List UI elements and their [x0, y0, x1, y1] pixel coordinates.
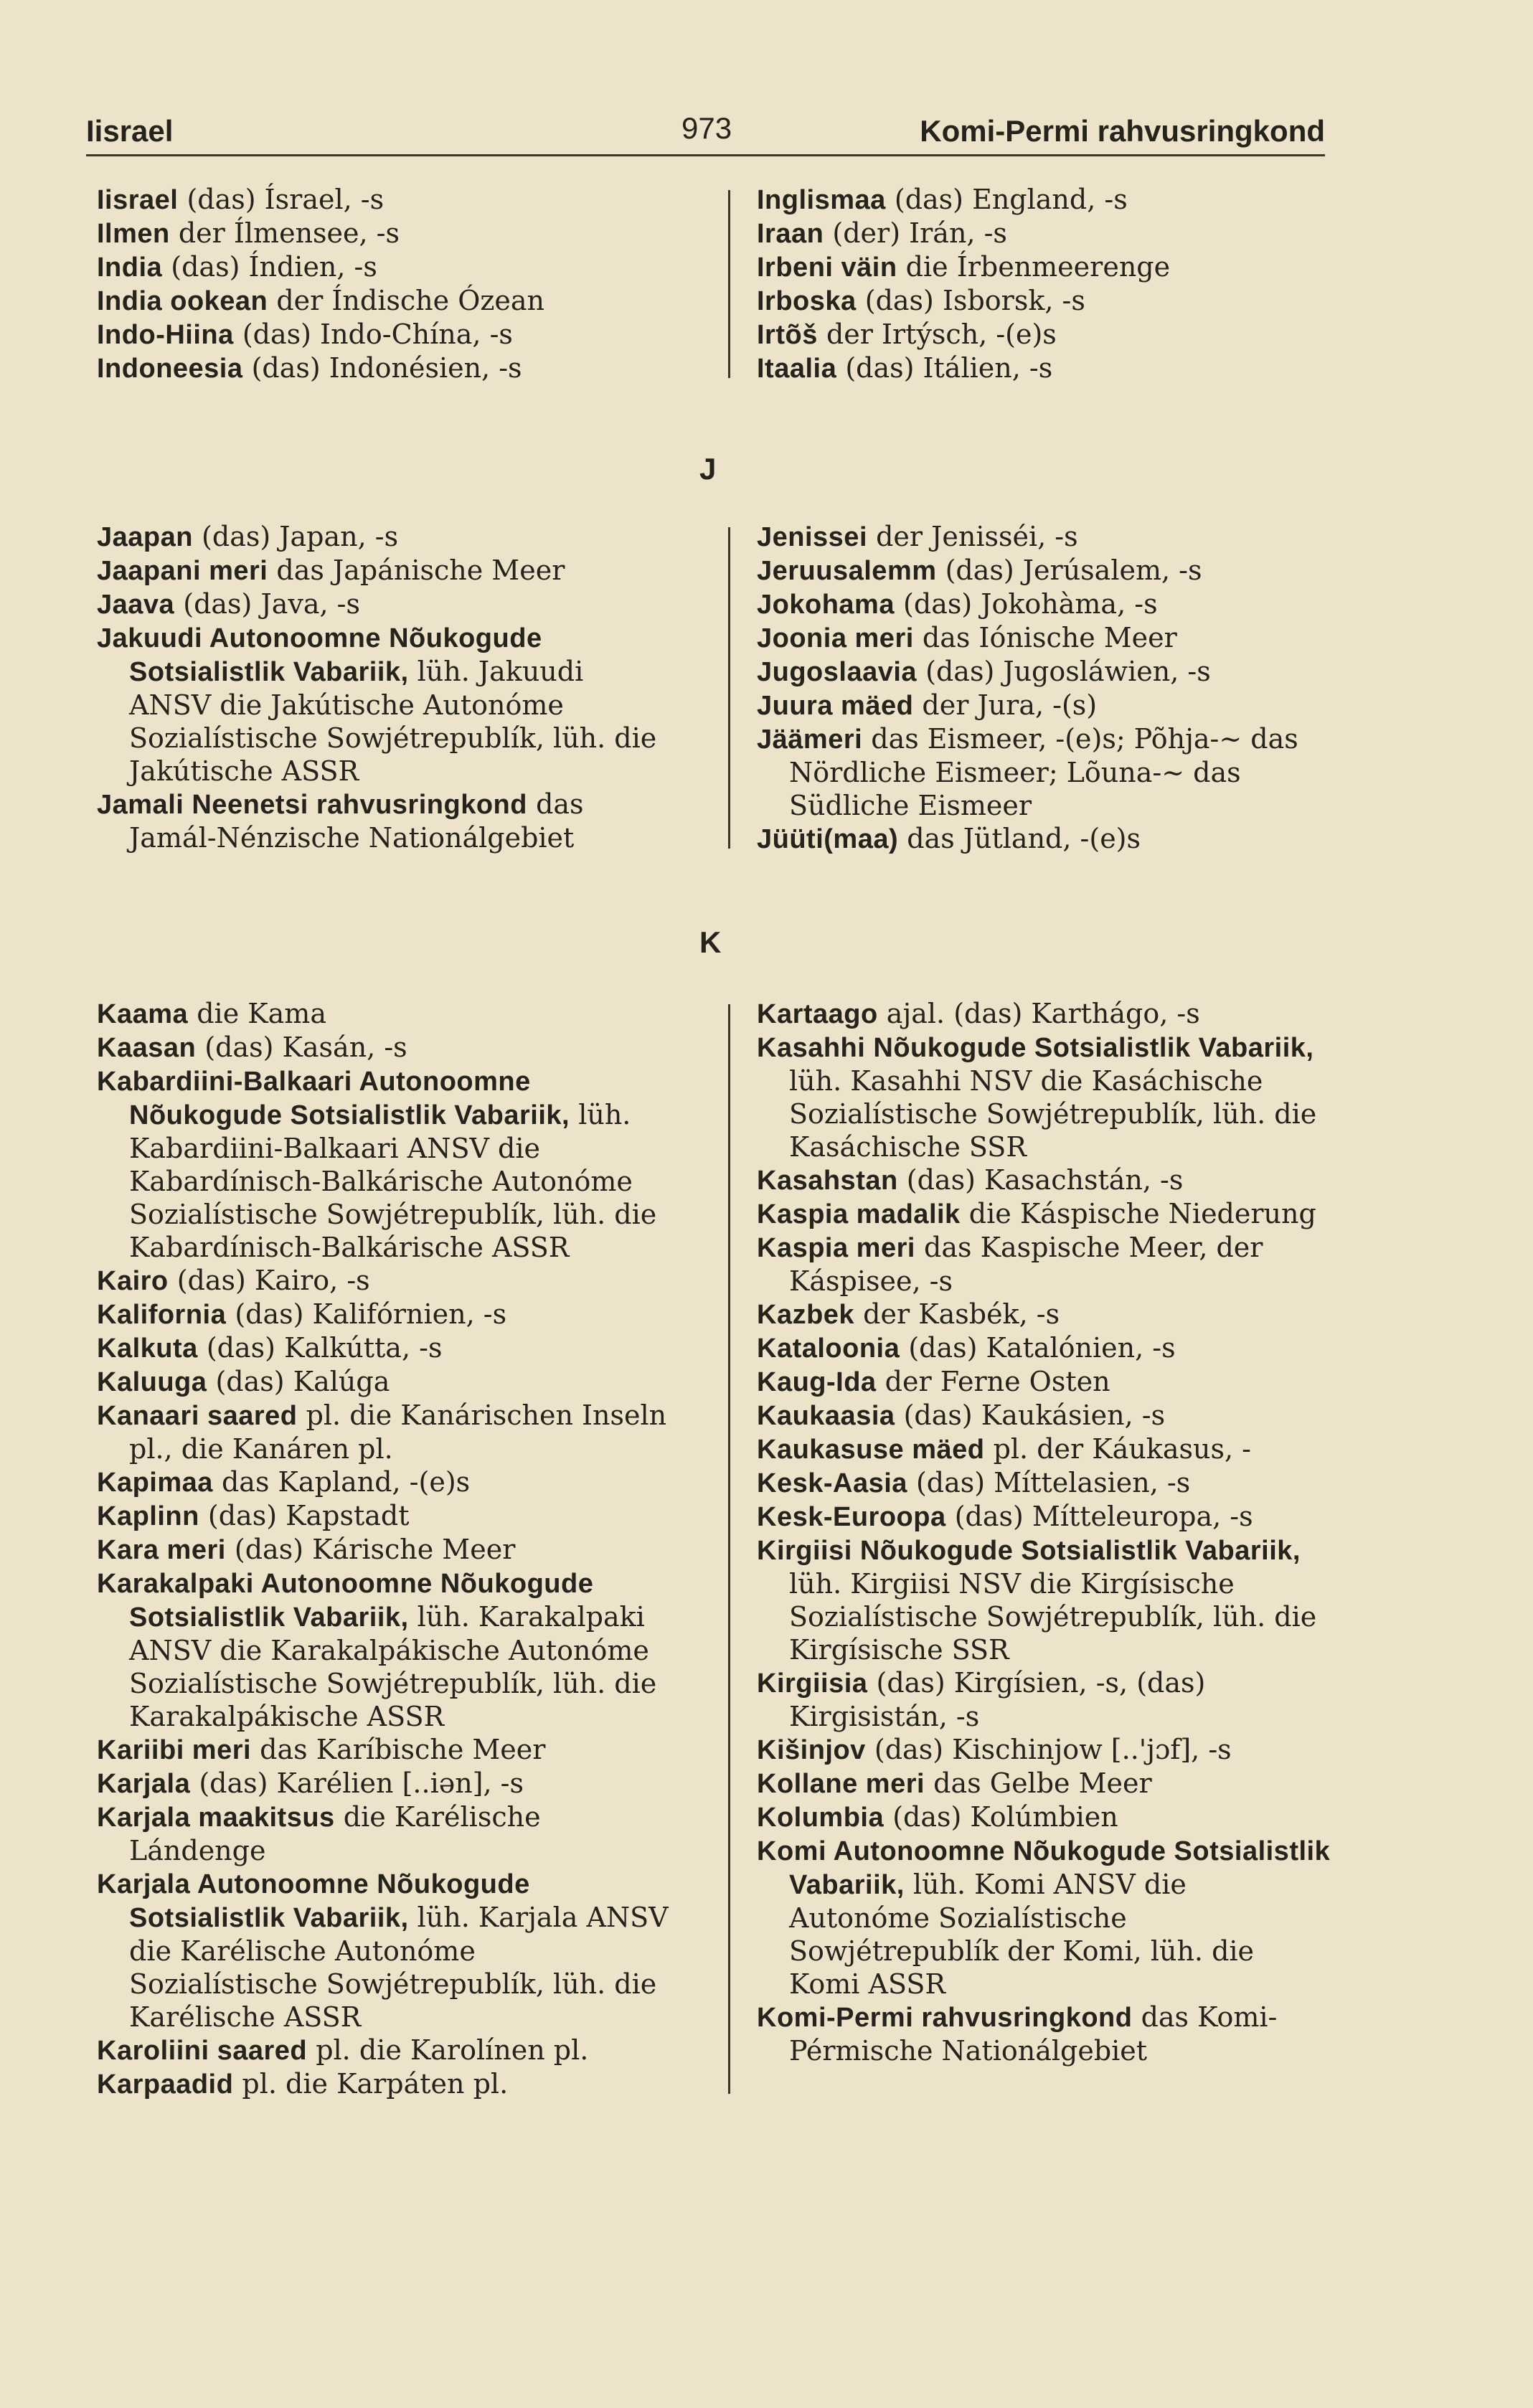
headword: Jeruusalemm — [757, 556, 937, 586]
entry — [757, 520, 1331, 554]
section-letter-k: K — [699, 925, 722, 959]
headword: Kaspia madalik — [757, 1199, 961, 1229]
entry — [97, 1264, 671, 1298]
headword: Kairo — [97, 1266, 169, 1296]
entry — [97, 788, 671, 854]
entry — [757, 1500, 1331, 1534]
definition: (das) Mítteleuropa, -s — [945, 1501, 1253, 1532]
definition: die Kama — [188, 998, 326, 1029]
entry — [757, 1666, 1331, 1733]
entry — [757, 1197, 1331, 1231]
running-header — [86, 97, 1325, 156]
entry — [757, 250, 1331, 284]
entry — [97, 1867, 671, 2034]
definition: (das) Kalkútta, -s — [197, 1332, 443, 1364]
headword: Karakalpaki Autonoomne Nõukogude Sotsialistlik Vabariik, — [97, 1569, 594, 1633]
entry — [97, 318, 671, 351]
definition: der Ferne Osten — [876, 1366, 1110, 1397]
headword: Indo-Hiina — [97, 320, 234, 350]
headword: Kapimaa — [97, 1468, 213, 1498]
headword: Kolumbia — [757, 1803, 885, 1833]
definition: lüh. Karjala ANSV die Karélische Autonóme Sozialístische Sowjétrepublík, lüh. die Karélische ASSR — [129, 1902, 669, 2033]
entry — [757, 1466, 1331, 1500]
entry — [757, 1298, 1331, 1331]
headword: Kazbek — [757, 1300, 855, 1330]
headword: Kaukaasia — [757, 1401, 895, 1431]
headword: Kirgiisia — [757, 1668, 868, 1699]
definition: (das) Kirgísien, -s, (das) Kirgisistán, -s — [789, 1667, 1206, 1732]
headword: Joonia meri — [757, 623, 914, 653]
entry — [757, 1534, 1331, 1666]
definition: das Japánische Meer — [268, 554, 565, 586]
header-right-guide-word: Komi-Permi rahvusringkond — [920, 114, 1325, 148]
headword: Ilmen — [97, 219, 170, 249]
definition: die Írbenmeerenge — [897, 251, 1171, 283]
entry — [97, 183, 671, 217]
headword: Kaluuga — [97, 1367, 207, 1397]
entry — [757, 1365, 1331, 1399]
definition: (das) Indo-Chína, -s — [233, 318, 513, 350]
entry — [97, 1365, 671, 1399]
definition: lüh. Komi ANSV die Autonóme Sozialístische Sowjétrepublík der Komi, lüh. die Komi ASSR — [789, 1869, 1255, 2000]
entry — [757, 655, 1331, 689]
entry — [757, 1163, 1331, 1197]
definition: das Iónische Meer — [913, 622, 1177, 653]
headword: Indoneesia — [97, 354, 243, 384]
definition: (das) Kasán, -s — [196, 1031, 407, 1063]
headword: Karjala maakitsus — [97, 1803, 335, 1833]
page-number: 973 — [681, 111, 732, 145]
entry — [97, 1399, 671, 1465]
column-left — [97, 997, 671, 2101]
entry — [97, 2034, 671, 2067]
headword: Kaplinn — [97, 1501, 199, 1531]
headword: Kesk-Euroopa — [757, 1502, 946, 1532]
entry — [97, 1733, 671, 1767]
entry — [97, 250, 671, 284]
definition: (das) Karélien [..iən], -s — [190, 1767, 524, 1799]
definition: lüh. Kasahhi NSV die Kasáchische Sozialístische Sowjétrepublík, lüh. die Kasáchische SSR — [789, 1065, 1317, 1163]
headword: Irtõš — [757, 320, 818, 350]
definition: (das) Itálien, -s — [836, 352, 1053, 384]
definition: (das) Kárische Meer — [225, 1534, 516, 1565]
headword: Kaspia meri — [757, 1233, 915, 1263]
definition: (das) Java, -s — [174, 588, 360, 620]
definition: pl. die Kanárischen Inseln pl., die Kanáren pl. — [129, 1399, 667, 1465]
entry — [757, 2001, 1331, 2067]
entry — [757, 1800, 1331, 1834]
entry — [97, 1499, 671, 1533]
column-left — [97, 183, 671, 385]
headword: Kesk-Aasia — [757, 1468, 907, 1498]
definition: das Gelbe Meer — [925, 1767, 1152, 1799]
entry — [757, 554, 1331, 587]
definition: die Karélische Lándenge — [129, 1801, 541, 1866]
definition: die Káspische Niederung — [960, 1198, 1316, 1229]
definition: der Jura, -(s) — [913, 689, 1098, 721]
entry — [97, 351, 671, 385]
header-left-guide-word: Iisrael — [86, 114, 174, 148]
headword: Kartaago — [757, 999, 878, 1029]
definition: der Kasbék, -s — [854, 1298, 1060, 1330]
entry — [97, 621, 671, 788]
definition: lüh. Kirgiisi NSV die Kirgísische Sozialístische Sowjétrepublík, lüh. die Kirgísische SSR — [789, 1568, 1317, 1666]
entry — [97, 1767, 671, 1800]
entry — [757, 318, 1331, 351]
entry — [97, 1298, 671, 1331]
definition: (das) Kaukásien, -s — [895, 1399, 1166, 1431]
definition: der Índische Ózean — [268, 285, 544, 316]
definition: das Kaspische Meer, der Káspisee, -s — [789, 1232, 1263, 1297]
entry — [757, 1231, 1331, 1298]
headword: Kasahstan — [757, 1166, 898, 1196]
entry — [97, 520, 671, 554]
section-j — [97, 520, 1331, 856]
definition: ajal. (das) Karthágo, -s — [877, 998, 1200, 1029]
definition: (das) England, -s — [885, 184, 1128, 215]
definition: lüh. Karakalpaki ANSV die Karakalpákische Autonóme Sozialístische Sowjétrepublík, lüh. die Karakalpákische ASSR — [129, 1601, 657, 1732]
headword: Irbeni väin — [757, 252, 897, 283]
definition: (das) Índien, -s — [162, 251, 377, 283]
definition: (das) Míttelasien, -s — [907, 1467, 1191, 1498]
headword: Kollane meri — [757, 1769, 925, 1799]
headword: Kaug-Ida — [757, 1367, 877, 1397]
headword: Jakuudi Autonoomne Nõukogude Sotsialistlik Vabariik, — [97, 623, 542, 687]
headword: Komi-Permi rahvusringkond — [757, 2003, 1133, 2033]
entry — [757, 822, 1331, 856]
definition: (das) Jerúsalem, -s — [936, 554, 1202, 586]
entry — [757, 587, 1331, 621]
entry — [757, 1733, 1331, 1767]
headword: Iraan — [757, 219, 824, 249]
headword: Kišinjov — [757, 1735, 866, 1765]
entry — [97, 217, 671, 250]
column-right — [757, 183, 1331, 385]
definition: (das) Kalifórnien, -s — [226, 1298, 507, 1330]
definition: das Kapland, -(e)s — [212, 1466, 471, 1498]
headword: Juura mäed — [757, 691, 914, 721]
entry — [97, 284, 671, 318]
definition: das Eismeer, -(e)s; Põhja-~ das Nördliche Eismeer; Lõuna-~ das Südliche Eismeer — [789, 723, 1298, 821]
definition: (das) Jugosláwien, -s — [917, 656, 1211, 687]
entry — [97, 1031, 671, 1064]
column-left — [97, 520, 671, 856]
definition: (das) Kalúga — [207, 1366, 390, 1397]
headword: India — [97, 252, 163, 283]
entry — [757, 284, 1331, 318]
headword: Jaava — [97, 590, 175, 620]
headword: Karpaadid — [97, 2069, 234, 2100]
section-letter-j: J — [699, 452, 717, 486]
headword: Kaukasuse mäed — [757, 1435, 985, 1465]
definition: pl. der Káukasus, - — [984, 1433, 1251, 1465]
section-k — [97, 997, 1331, 2101]
definition: (das) Jokohàma, -s — [894, 588, 1158, 620]
definition: (das) Kapstadt — [199, 1500, 410, 1531]
headword: Karjala — [97, 1769, 191, 1799]
headword: Kabardiini-Balkaari Autonoomne Nõukogude Sotsialistlik Vabariik, — [97, 1067, 570, 1130]
headword: Karoliini saared — [97, 2036, 308, 2066]
definition: lüh. Kabardiini-Balkaari ANSV die Kabardínisch-Balkárische Autonóme Sozialístische Sowjétrepublík, lüh. die Kabardínisch-Balkárische ASSR — [129, 1099, 657, 1263]
entry — [97, 1567, 671, 1733]
entry — [757, 351, 1331, 385]
definition: (das) Ísrael, -s — [178, 184, 385, 215]
headword: Jenissei — [757, 522, 867, 552]
entry — [97, 554, 671, 587]
entry — [757, 997, 1331, 1031]
definition: das Karíbische Meer — [251, 1734, 546, 1765]
entry — [757, 1031, 1331, 1163]
entry — [97, 2067, 671, 2101]
definition: das Jütland, -(e)s — [898, 823, 1141, 854]
definition: lüh. Jakuudi ANSV die Jakútische Autonóme Sozialístische Sowjétrepublík, lüh. die Jakútische ASSR — [129, 656, 657, 787]
entry — [97, 1064, 671, 1264]
definition: (das) Kairo, -s — [168, 1265, 370, 1296]
headword: Itaalia — [757, 354, 837, 384]
headword: Karjala Autonoomne Nõukogude Sotsialistlik Vabariik, — [97, 1869, 530, 1933]
entry — [757, 689, 1331, 722]
headword: Kaama — [97, 999, 189, 1029]
headword: Kasahhi Nõukogude Sotsialistlik Vabariik, — [757, 1033, 1314, 1063]
section-i — [97, 183, 1331, 385]
headword: Jüüti(maa) — [757, 824, 899, 854]
definition: pl. die Karolínen pl. — [307, 2034, 589, 2066]
headword: Komi Autonoomne Nõukogude Sotsialistlik Vabariik, — [757, 1836, 1331, 1900]
entry — [97, 1800, 671, 1867]
definition: (das) Isborsk, -s — [856, 285, 1085, 316]
entry — [757, 1834, 1331, 2001]
definition: pl. die Karpáten pl. — [233, 2068, 509, 2100]
definition: das Jamál-Nénzische Nationálgebiet — [129, 788, 584, 854]
headword: Jaapani meri — [97, 556, 268, 586]
headword: Jokohama — [757, 590, 895, 620]
entry — [757, 1399, 1331, 1432]
definition: (das) Kasachstán, -s — [897, 1164, 1184, 1196]
headword: Kataloonia — [757, 1333, 900, 1364]
headword: Kalifornia — [97, 1300, 227, 1330]
headword: Irboska — [757, 286, 857, 316]
entry — [97, 997, 671, 1031]
entry — [757, 217, 1331, 250]
headword: Jäämeri — [757, 724, 863, 755]
headword: Inglismaa — [757, 185, 886, 215]
entry — [97, 1331, 671, 1365]
definition: (das) Kolúmbien — [884, 1801, 1118, 1833]
headword: Kaasan — [97, 1033, 197, 1063]
headword: Kariibi meri — [97, 1735, 252, 1765]
headword: India ookean — [97, 286, 268, 316]
definition: der Jenisséi, -s — [867, 521, 1078, 552]
definition: (das) Kischinjow [..'jɔf], -s — [865, 1734, 1232, 1765]
entry — [757, 1767, 1331, 1800]
entry — [757, 1432, 1331, 1466]
headword: Iisrael — [97, 185, 179, 215]
definition: (das) Katalónien, -s — [900, 1332, 1176, 1364]
entry — [97, 587, 671, 621]
definition: (der) Irán, -s — [824, 217, 1007, 249]
entry — [757, 722, 1331, 822]
entry — [97, 1465, 671, 1499]
headword: Kirgiisi Nõukogude Sotsialistlik Vabariik, — [757, 1536, 1301, 1566]
entry — [757, 183, 1331, 217]
definition: das Komi-Pérmische Nationálgebiet — [789, 2001, 1278, 2067]
column-right — [757, 997, 1331, 2101]
definition: der Ílmensee, -s — [169, 217, 400, 249]
definition: (das) Indonésien, -s — [242, 352, 522, 384]
headword: Kara meri — [97, 1535, 226, 1565]
headword: Jugoslaavia — [757, 657, 918, 687]
definition: (das) Japan, -s — [192, 521, 399, 552]
headword: Jaapan — [97, 522, 193, 552]
entry — [757, 621, 1331, 655]
column-right — [757, 520, 1331, 856]
headword: Jamali Neenetsi rahvusringkond — [97, 790, 527, 820]
definition: der Irtýsch, -(e)s — [817, 318, 1057, 350]
entry — [757, 1331, 1331, 1365]
entry — [97, 1533, 671, 1567]
headword: Kalkuta — [97, 1333, 198, 1364]
headword: Kanaari saared — [97, 1401, 298, 1431]
